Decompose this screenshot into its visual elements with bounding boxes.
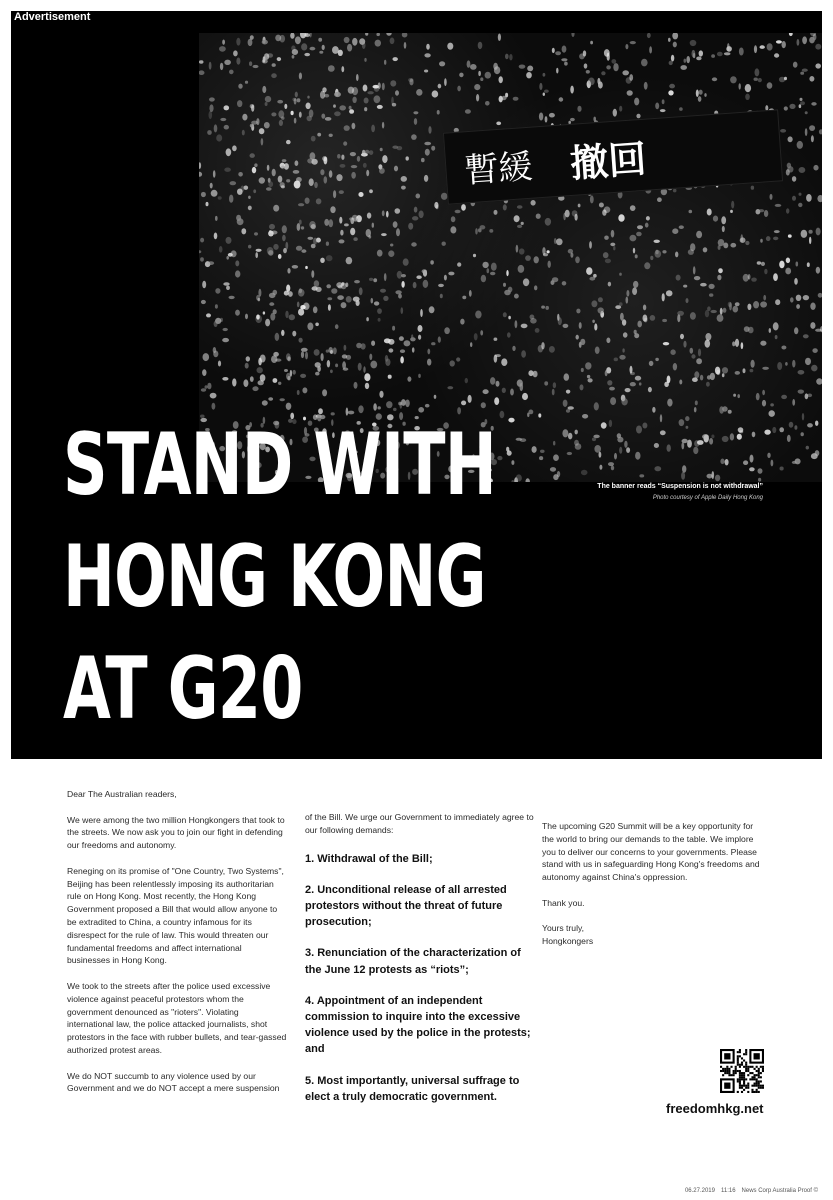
headline-line-1: STAND WITH (63, 415, 496, 515)
print-footer (685, 1188, 818, 1194)
photo-caption (597, 481, 763, 503)
demand-item: 2. Unconditional release of all arrested protestors without the threat of future prosecution; (305, 883, 507, 929)
banner-text-left: 暫緩 (463, 146, 534, 191)
letter-thanks: Thank you. (542, 897, 585, 908)
hero-panel (11, 11, 822, 759)
letter-greeting: Dear The Australian readers, (67, 789, 177, 799)
letter-column-2 (305, 811, 535, 1120)
headline-line-3: AT G20 (63, 639, 303, 739)
demand-item: 3. Renunciation of the characterization of the June 12 protests as “riots”; (305, 947, 521, 976)
letter-paragraph: Reneging on its promise of "One Country, Two Systems", Beijing has been relentlessly imposing its authoritarian rule on Hong Kong. Most recently, the Hong Kong Government proposed a Bill that would allow anyone to be extradited to China, a country infamous for its disrespect for the rule of law. This would threaten our fundamental freedoms and affect international businesses in Hong Kong. (67, 865, 284, 966)
qr-code-icon[interactable] (720, 1049, 764, 1093)
demands-intro: of the Bill. We urge our Government to immediately agree to our following demands: (305, 812, 534, 835)
footer-proof: News Corp Australia Proof © (741, 1188, 818, 1194)
caption-line-1: The banner reads “Suspension is not withdrawal” (597, 483, 763, 490)
demand-item: 5. Most importantly, universal suffrage to elect a truly democratic government. (305, 1074, 520, 1103)
letter-paragraph: The upcoming G20 Summit will be a key opportunity for the world to bring our demands to the table. We implore you to deliver our concerns to your governments. Please stand with us in safeguarding Hong Kong's freedoms and autonomy against China's oppression. (542, 821, 760, 883)
headline-line-2: HONG KONG (63, 527, 486, 627)
banner-text-right: 撤回 (568, 135, 648, 186)
letter-paragraph: We were among the two million Hongkongers that took to the streets. We now ask you to join our fight in defending our freedoms and autonomy. (67, 814, 285, 851)
headline (63, 409, 496, 745)
letter-column-3 (542, 820, 767, 948)
footer-time: 11:16 (720, 1188, 736, 1194)
signoff: Yours truly, (542, 923, 585, 934)
footer-date: 06.27.2019 (684, 1188, 715, 1194)
website-link[interactable]: freedomhkg.net (666, 1101, 764, 1116)
advertisement-label: Advertisement (14, 11, 91, 23)
letter-column-1 (67, 788, 287, 1108)
letter-paragraph: We do NOT succumb to any violence used by our Government and we do NOT accept a mere suspension (67, 1070, 280, 1094)
demand-item: 4. Appointment of an independent commission to inquire into the excessive violence used by the police in the protests; and (305, 994, 531, 1056)
caption-credit: Photo courtesy of Apple Daily Hong Kong (652, 495, 763, 501)
letter-paragraph: We took to the streets after the police used excessive violence against peaceful protestors whom the government denounced as "rioters". Violating international law, the police attacked journalists, shot protestors in the face with rubber bullets, and tear-gassed authorized protest areas. (67, 980, 287, 1055)
demand-item: 1. Withdrawal of the Bill; (305, 852, 433, 865)
signature: Hongkongers (542, 936, 594, 947)
